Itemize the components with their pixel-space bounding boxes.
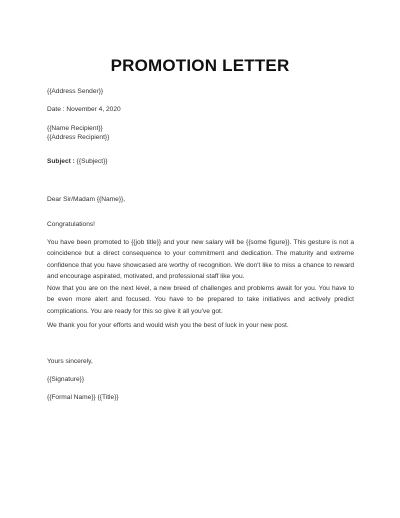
body-paragraph-2: Now that you are on the next level, a new breed of challenges and problems await for you. You have to be even more alert and focused. You have to be prepared to take initiatives and actively predict complications. You are ready for this so give it all you've got. xyxy=(47,285,354,315)
subject-value: {{Subject}} xyxy=(74,158,108,165)
subject-label: Subject : xyxy=(47,158,75,165)
greeting: Congratulations! xyxy=(47,221,96,228)
address-sender: {{Address Sender}} xyxy=(47,88,104,95)
date-line: Date : November 4, 2020 xyxy=(47,106,121,113)
closing-line: Yours sincerely, xyxy=(47,358,93,365)
subject-line xyxy=(47,157,107,166)
address-recipient: {{Address Recipient}} xyxy=(47,134,110,141)
letter-title: PROMOTION LETTER xyxy=(110,56,290,75)
formal-name-title: {{Formal Name}} {{Title}} xyxy=(47,394,119,401)
signature-placeholder: {{Signature}} xyxy=(47,376,85,383)
body-paragraph-1: You have been promoted to {{job title}} and your new salary will be {{some figure}}. This gesture is not a coincidence but a direct consequence to your commitment and dedication. The maturity and extreme confidence that you have showcased are worthy of recognition. We don't like to miss a chance to reward and encourage aspirated, motivated, and professional staff like you. xyxy=(47,239,354,281)
name-recipient: {{Name Recipient}} xyxy=(47,125,103,132)
salutation: Dear Sir/Madam {{Name}}, xyxy=(47,196,126,203)
body-paragraph-3: We thank you for your efforts and would wish you the best of luck in your new post. xyxy=(47,322,289,329)
